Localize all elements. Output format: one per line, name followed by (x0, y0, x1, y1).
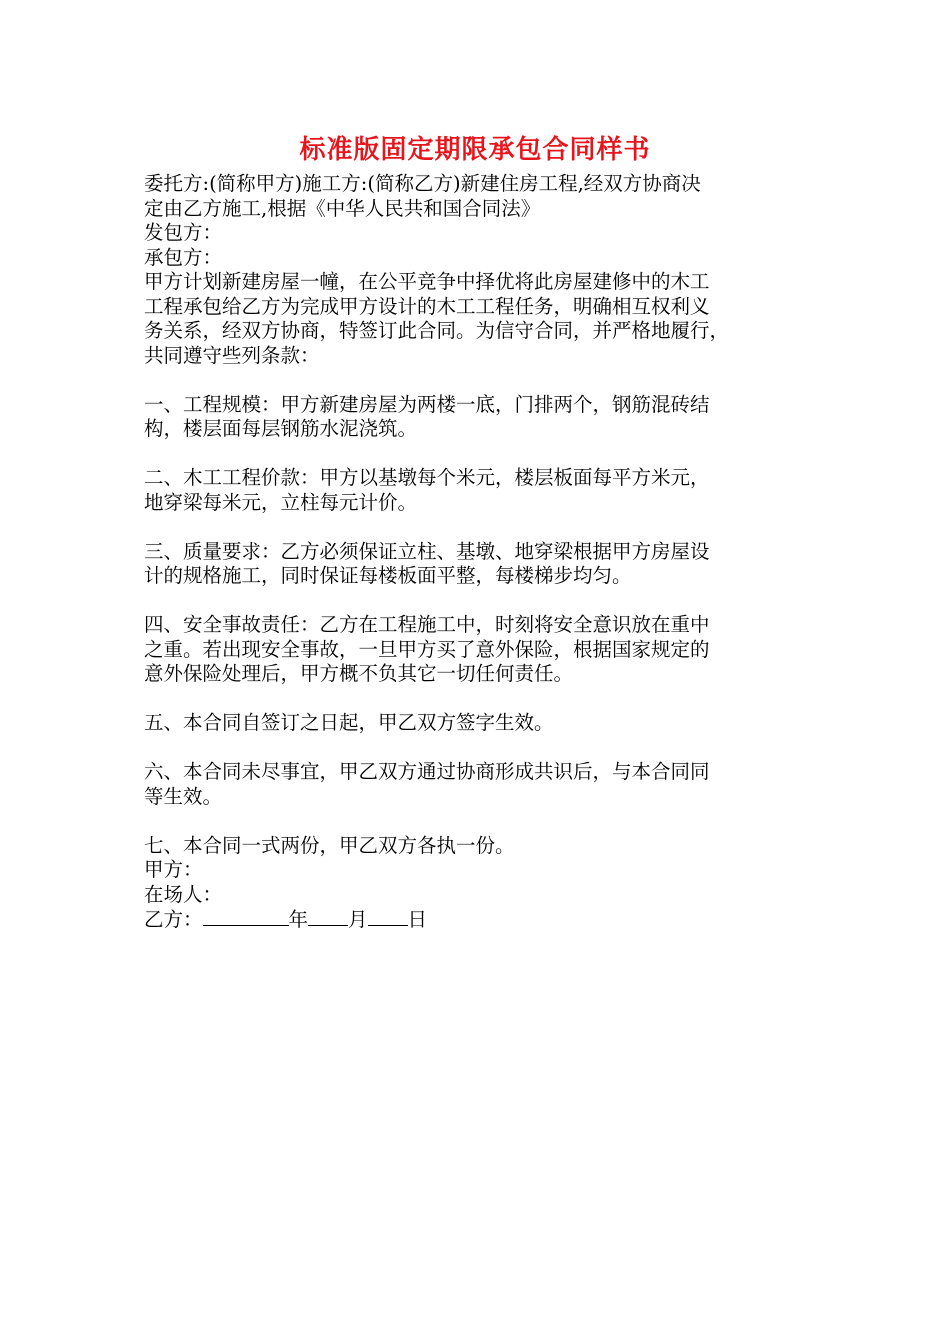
clause-4-line-1: 四、安全事故责任：乙方在工程施工中，时刻将安全意识放在重中 (144, 613, 710, 636)
party-b-label: 承包方： (144, 245, 223, 269)
spacer (144, 736, 820, 761)
signature-party-b-line (144, 907, 820, 933)
spacer (144, 589, 820, 614)
preamble-line-1: 甲方计划新建房屋一幢，在公平竞争中择优将此房屋建修中的木工 (144, 270, 710, 293)
spacer (144, 687, 820, 712)
intro-line-1: 委托方:(简称甲方)施工方:(简称乙方)新建住房工程,经双方协商决 (144, 172, 701, 195)
date-day-label: 日 (407, 908, 428, 931)
document-title: 标准版固定期限承包合同样书 (299, 135, 651, 165)
clause-6-line-1: 六、本合同未尽事宜，甲乙双方通过协商形成共识后，与本合同同 (144, 760, 710, 783)
signature-witness: 在场人： (144, 882, 223, 906)
clause-6-line-2: 等生效。 (144, 784, 223, 808)
clause-4-line-3: 意外保险处理后，甲方概不负其它一切任何责任。 (144, 662, 574, 685)
spacer (144, 442, 820, 467)
final-clause: 七、本合同一式两份，甲乙双方各执一份。 (144, 833, 515, 857)
clause-1-line-1: 一、工程规模：甲方新建房屋为两楼一底，门排两个，钢筋混砖结 (144, 392, 710, 416)
date-year-label: 年 (288, 908, 309, 931)
clause-4-line-2: 之重。若出现安全事故，一旦甲方买了意外保险，根据国家规定的 (144, 637, 710, 661)
clause-5-line-1: 五、本合同自签订之日起，甲乙双方签字生效。 (144, 711, 554, 734)
clause-1-line-2: 构，楼层面每层钢筋水泥浇筑。 (144, 417, 418, 440)
clause-3-line-1: 三、质量要求：乙方必须保证立柱、基墩、地穿梁根据甲方房屋设 (144, 539, 710, 563)
preamble-line-3: 务关系，经双方协商，特签订此合同。为信守合同，并严格地履行， (144, 319, 730, 342)
signature-party-a: 甲方： (144, 858, 203, 881)
spacer (144, 515, 820, 540)
spacer (144, 368, 820, 393)
clause-2-line-2: 地穿梁每米元，立柱每元计价。 (144, 490, 418, 514)
clause-2-line-1: 二、木工工程价款：甲方以基墩每个米元，楼层板面每平方米元， (144, 466, 710, 489)
intro-line-2: 定由乙方施工,根据《中华人民共和国合同法》 (144, 196, 541, 220)
document-body (144, 172, 820, 933)
signature-party-b-label: 乙方： (144, 908, 203, 931)
clause-3-line-2: 计的规格施工，同时保证每楼板面平整，每楼梯步均匀。 (144, 564, 632, 587)
preamble-line-2: 工程承包给乙方为完成甲方设计的木工工程任务，明确相互权利义 (144, 294, 710, 318)
date-month-blank (308, 907, 348, 926)
date-month-label: 月 (348, 908, 368, 931)
signature-blank (203, 907, 289, 926)
spacer (144, 809, 820, 834)
preamble-line-4: 共同遵守些列条款： (144, 343, 320, 367)
party-a-label: 发包方： (144, 221, 223, 244)
date-day-blank (368, 907, 408, 926)
